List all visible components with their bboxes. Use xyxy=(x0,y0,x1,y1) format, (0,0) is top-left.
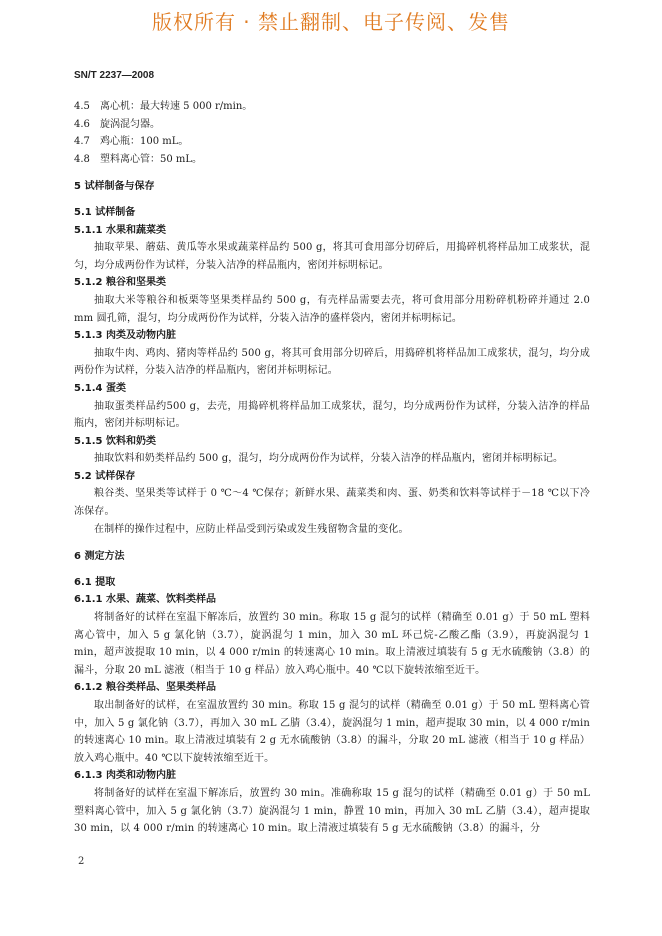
subsection-heading: 6.1.2 粮谷类样品、坚果类样品 xyxy=(74,682,216,694)
subsection-heading: 6.1.1 水果、蔬菜、饮料类样品 xyxy=(74,594,216,606)
paragraph: 将制备好的试样在室温下解冻后，放置约 30 min。准确称取 15 g 混匀的试样（精确至 0.01 g）于 50 mL 塑料离心管中，加入 5 g 氯化钠（3.7）旋涡混匀 1 min，静置 10 min，再加入 30 mL 乙腈（3.4），超声提取 30 min，以 4 000 r/min 的转速离心 10 min。取上清液过填装有 5 g 无水硫酸钠（3.8）的漏斗，分 xyxy=(74,787,590,835)
paragraph: 抽取饮料和奶类样品约 500 g，混匀，均分成两份作为试样，分装入洁净的样品瓶内，密闭并标明标记。 xyxy=(94,453,564,465)
paragraph: 将制备好的试样在室温下解冻后，放置约 30 min。称取 15 g 混匀的试样（精确至 0.01 g）于 50 mL 塑料离心管中，加入 5 g 氯化钠（3.7），旋涡混匀 1 min，加入 30 mL 环己烷-乙酸乙酯（3.9），再旋涡混匀 1 min，超声波提取 10 min，以 4 000 r/min 的转速离心 10 min。取上清液过填装有 5 g 无水硫酸钠（3.8）的漏斗，分取 20 mL 滤液（相当于 10 g 样品）放入鸡心瓶中。40 ℃以下旋转浓缩至近干。 xyxy=(74,612,590,676)
paragraph: 抽取牛肉、鸡肉、猪肉等样品约 500 g，将其可食用部分切碎后，用捣碎机将样品加工成浆状，混匀，均分成两份作为试样，分装入洁净的样品瓶内，密闭并标明标记。 xyxy=(74,347,590,377)
section-heading-6: 6 测定方法 xyxy=(74,551,125,563)
paragraph: 取出制备好的试样，在室温放置约 30 min。称取 15 g 混匀的试样（精确至 0.01 g）于 50 mL 塑料离心管中，加入 5 g 氯化钠（3.7），再加入 30 mL 乙腈（3.4），旋涡混匀 1 min，超声提取 30 min，以 4 000 r/min的转速离心 10 min。取上清液过填装有 2 g 无水硫酸钠（3.8）的漏斗，分取 20 mL 滤液（相当于 10 g 样品）放入鸡心瓶中。40 ℃以下旋转浓缩至近干。 xyxy=(74,700,590,764)
paragraph: 抽取大米等粮谷和板栗等坚果类样品约 500 g，有壳样品需要去壳，将可食用部分用粉碎机粉碎并通过 2.0 mm 圆孔筛，混匀，均分成两份作为试样，分装入洁净的盛样袋内，密闭并标明标记。 xyxy=(74,294,590,324)
paragraph: 抽取蛋类样品约500 g，去壳，用捣碎机将样品加工成浆状，混匀，均分成两份作为试样，分装入洁净的样品瓶内，密闭并标明标记。 xyxy=(74,400,590,430)
document-body xyxy=(74,98,590,838)
paragraph: 抽取苹果、蘑菇、黄瓜等水果或蔬菜样品约 500 g，将其可食用部分切碎后，用捣碎机将样品加工成浆状，混匀，均分成两份作为试样，分装入洁净的样品瓶内，密闭并标明标记。 xyxy=(74,242,590,271)
subsection-heading: 6.1 提取 xyxy=(74,576,116,588)
subsection-heading: 5.1.2 粮谷和坚果类 xyxy=(74,277,166,289)
subsection-heading: 5.1.1 水果和蔬菜类 xyxy=(74,224,166,236)
subsection-heading: 5.1.4 蛋类 xyxy=(74,382,126,394)
subsection-heading: 6.1.3 肉类和动物内脏 xyxy=(74,770,176,782)
list-item: 4.8 塑料离心管：50 mL。 xyxy=(74,153,203,165)
section-heading-5: 5 试样制备与保存 xyxy=(74,181,155,193)
list-item: 4.6 旋涡混匀器。 xyxy=(74,118,160,130)
subsection-heading: 5.1 试样制备 xyxy=(74,206,136,218)
subsection-heading: 5.1.5 饮料和奶类 xyxy=(74,435,156,447)
list-item: 4.7 鸡心瓶：100 mL。 xyxy=(74,136,189,148)
subsection-heading: 5.2 试样保存 xyxy=(74,470,136,482)
standard-number: SN/T 2237—2008 xyxy=(74,70,155,81)
copyright-banner: 版权所有 · 禁止翻制、电子传阅、发售 xyxy=(151,10,511,34)
list-item: 4.5 离心机：最大转速 5 000 r/min。 xyxy=(74,101,253,112)
paragraph: 粮谷类、坚果类等试样于 0 ℃～4 ℃保存；新鲜水果、蔬菜类和肉、蛋、奶类和饮料等试样于－18 ℃以下冷冻保存。 xyxy=(74,488,590,518)
page-number: 2 xyxy=(78,856,85,867)
subsection-heading: 5.1.3 肉类及动物内脏 xyxy=(74,330,176,342)
paragraph: 在制样的操作过程中，应防止样品受到污染或发生残留物含量的变化。 xyxy=(94,523,409,535)
